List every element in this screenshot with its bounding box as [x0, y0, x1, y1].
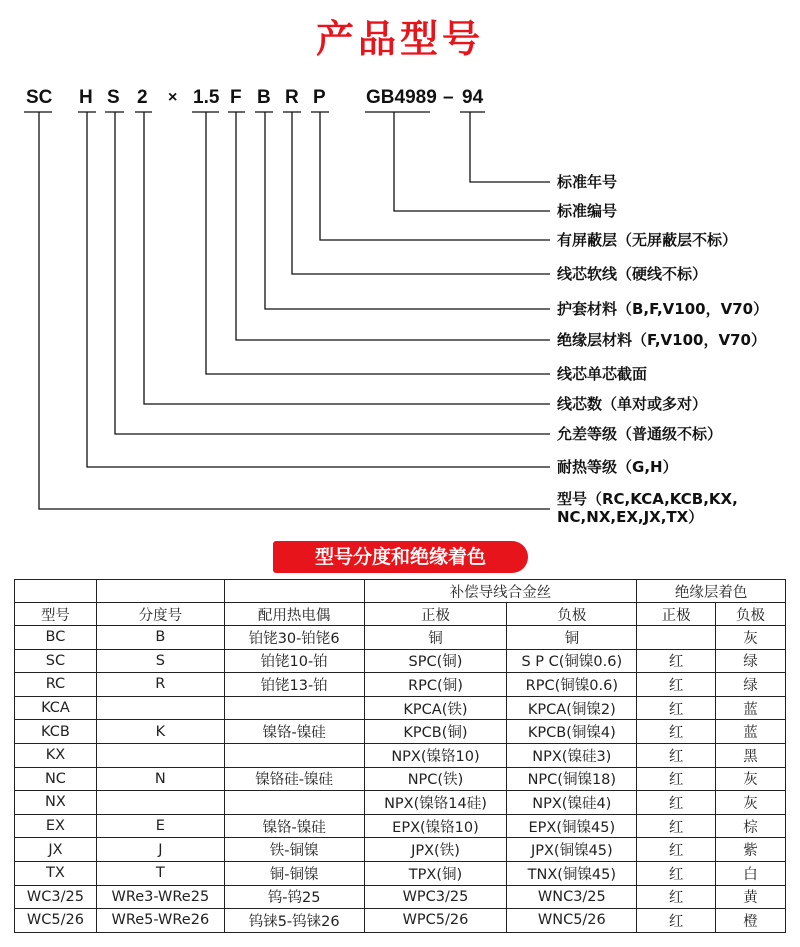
table-cell: WNC3/25 — [507, 885, 637, 909]
code-p: P — [313, 87, 326, 108]
table-cell: WPC5/26 — [364, 909, 507, 933]
table-cell: 镍铬硅-镍硅 — [224, 767, 364, 791]
table-cell: NX — [15, 791, 97, 815]
table-cell — [224, 743, 364, 767]
table-cell: 绿 — [716, 649, 786, 673]
table-row — [15, 743, 786, 767]
table-cell: 红 — [637, 909, 716, 933]
table-cell: EPX(铜镍45) — [507, 814, 637, 838]
table-cell: WRe5-WRe26 — [96, 909, 224, 933]
table-cell: NPC(铜镍18) — [507, 767, 637, 791]
table-cell: 灰 — [716, 626, 786, 650]
table-cell: 铂铑30-铂铑6 — [224, 626, 364, 650]
table-cell: SC — [15, 649, 97, 673]
table-cell: WRe3-WRe25 — [96, 885, 224, 909]
table-cell: WPC3/25 — [364, 885, 507, 909]
table-row — [15, 767, 786, 791]
table-row — [15, 909, 786, 933]
table-cell: 棕 — [716, 814, 786, 838]
label-tolerance: 允差等级（普通级不标） — [557, 425, 723, 443]
label-model: 型号（RC,KCA,KCB,KX, NC,NX,EX,JX,TX） — [557, 490, 738, 526]
table-row — [15, 838, 786, 862]
table-cell: RPC(铜镍0.6) — [507, 673, 637, 697]
table-cell: R — [96, 673, 224, 697]
table-cell: KPCA(铁) — [364, 696, 507, 720]
header-model: 型号 — [15, 603, 97, 626]
table-row — [15, 885, 786, 909]
table-cell: SPC(铜) — [364, 649, 507, 673]
header-color: 绝缘层着色 — [637, 580, 786, 603]
table-cell: KX — [15, 743, 97, 767]
table-cell: NPX(镍铬14硅) — [364, 791, 507, 815]
code-f: F — [230, 87, 242, 108]
table-cell — [637, 626, 716, 650]
table-cell: RC — [15, 673, 97, 697]
table-cell: 铂铑13-铂 — [224, 673, 364, 697]
code-s: S — [107, 87, 120, 108]
table-cell: NPC(铁) — [364, 767, 507, 791]
table-cell: 灰 — [716, 767, 786, 791]
header-negative: 负极 — [507, 603, 637, 626]
label-sheath: 护套材料（B,F,V100，V70） — [557, 300, 769, 318]
table-cell: 红 — [637, 791, 716, 815]
table-cell — [224, 791, 364, 815]
table-cell: JPX(铁) — [364, 838, 507, 862]
table-row — [15, 696, 786, 720]
table-cell: 红 — [637, 885, 716, 909]
table-cell: 蓝 — [716, 720, 786, 744]
table-row — [15, 626, 786, 650]
table-cell: N — [96, 767, 224, 791]
table-cell: 红 — [637, 696, 716, 720]
label-insulation: 绝缘层材料（F,V100，V70） — [557, 331, 766, 349]
header-positive: 正极 — [364, 603, 507, 626]
table-cell: 铜-铜镍 — [224, 861, 364, 885]
code-b: B — [257, 87, 271, 108]
model-table — [14, 579, 786, 933]
section-banner: 型号分度和绝缘着色 — [273, 541, 528, 573]
table-cell: 红 — [637, 767, 716, 791]
table-cell: E — [96, 814, 224, 838]
table-cell: 黄 — [716, 885, 786, 909]
header-thermocouple: 配用热电偶 — [224, 603, 364, 626]
code-2: 2 — [137, 87, 148, 108]
table-cell: T — [96, 861, 224, 885]
table-cell: 红 — [637, 743, 716, 767]
table-cell: 红 — [637, 720, 716, 744]
table-cell — [224, 696, 364, 720]
table-cell: 蓝 — [716, 696, 786, 720]
table-cell: 灰 — [716, 791, 786, 815]
table-cell: 红 — [637, 673, 716, 697]
code-size: 1.5 — [193, 87, 220, 108]
page-title: 产品型号 — [315, 17, 484, 61]
table-cell: TX — [15, 861, 97, 885]
table-cell: TNX(铜镍45) — [507, 861, 637, 885]
table-cell — [96, 791, 224, 815]
table-cell — [96, 696, 224, 720]
table-cell: S P C(铜镍0.6) — [507, 649, 637, 673]
table-cell: 黑 — [716, 743, 786, 767]
label-heat-grade: 耐热等级（G,H） — [557, 458, 678, 476]
table-cell: RPC(铜) — [364, 673, 507, 697]
table-cell: WC5/26 — [15, 909, 97, 933]
table-cell: 红 — [637, 838, 716, 862]
label-soft-core: 线芯软线（硬线不标） — [557, 265, 708, 283]
code-times: × — [168, 89, 178, 106]
table-cell: 红 — [637, 649, 716, 673]
table-row — [15, 673, 786, 697]
table-cell: JPX(铜镍45) — [507, 838, 637, 862]
table-cell: EPX(镍铬10) — [364, 814, 507, 838]
table-cell: KPCB(铜) — [364, 720, 507, 744]
table-cell: KCA — [15, 696, 97, 720]
header-alloy: 补偿导线合金丝 — [364, 580, 637, 603]
table-cell: KCB — [15, 720, 97, 744]
table-cell: 绿 — [716, 673, 786, 697]
table-cell: J — [96, 838, 224, 862]
code-dash: – — [443, 87, 454, 108]
label-std-year: 标准年号 — [557, 173, 618, 191]
code-h: H — [79, 87, 93, 108]
header-grade: 分度号 — [96, 603, 224, 626]
code-r: R — [285, 87, 299, 108]
table-cell: 红 — [637, 814, 716, 838]
table-cell: JX — [15, 838, 97, 862]
label-core-count: 线芯数（单对或多对） — [557, 395, 708, 413]
table-cell: K — [96, 720, 224, 744]
table-cell: 铜 — [507, 626, 637, 650]
table-cell: BC — [15, 626, 97, 650]
table-row — [15, 720, 786, 744]
table-row — [15, 861, 786, 885]
table-cell: 红 — [637, 861, 716, 885]
table-cell: NPX(镍铬10) — [364, 743, 507, 767]
label-section: 线芯单芯截面 — [557, 365, 648, 383]
table-cell: TPX(铜) — [364, 861, 507, 885]
table-cell: 镍铬-镍硅 — [224, 720, 364, 744]
table-row — [15, 791, 786, 815]
table-cell: WNC5/26 — [507, 909, 637, 933]
table-cell: NPX(镍硅4) — [507, 791, 637, 815]
label-shield: 有屏蔽层（无屏蔽层不标） — [557, 231, 738, 249]
table-cell: KPCB(铜镍4) — [507, 720, 637, 744]
table-cell: 镍铬-镍硅 — [224, 814, 364, 838]
label-std-number: 标准编号 — [557, 202, 618, 220]
table-row — [15, 649, 786, 673]
table-cell: KPCA(铜镍2) — [507, 696, 637, 720]
table-cell: 铁-铜镍 — [224, 838, 364, 862]
code-sc: SC — [26, 87, 53, 108]
code-gb: GB4989 — [366, 87, 437, 108]
table-cell: NPX(镍硅3) — [507, 743, 637, 767]
table-cell: 钨-钨25 — [224, 885, 364, 909]
table-cell: B — [96, 626, 224, 650]
table-cell: 铂铑10-铂 — [224, 649, 364, 673]
table-cell: 钨铼5-钨铼26 — [224, 909, 364, 933]
table-cell: NC — [15, 767, 97, 791]
table-cell: EX — [15, 814, 97, 838]
table-row — [15, 814, 786, 838]
code-year: 94 — [462, 87, 484, 108]
table-cell: 白 — [716, 861, 786, 885]
table-cell: 铜 — [364, 626, 507, 650]
table-cell: S — [96, 649, 224, 673]
table-cell: 紫 — [716, 838, 786, 862]
table-cell: 橙 — [716, 909, 786, 933]
table-cell: WC3/25 — [15, 885, 97, 909]
table-cell — [96, 743, 224, 767]
header-color-negative: 负极 — [716, 603, 786, 626]
header-color-positive: 正极 — [637, 603, 716, 626]
